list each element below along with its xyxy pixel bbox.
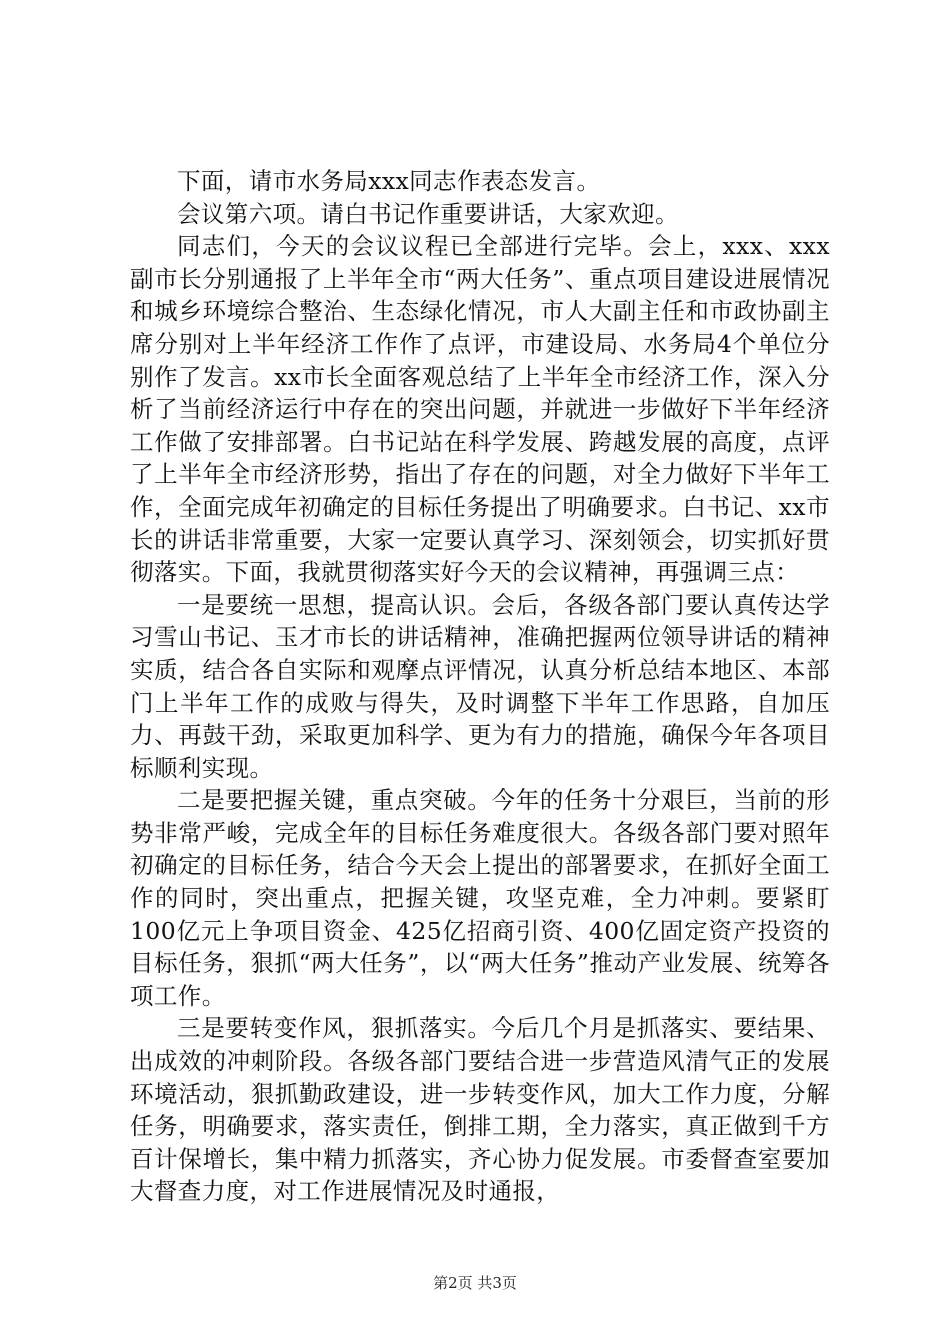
paragraph-4: 一是要统一思想，提高认识。会后，各级各部门要认真传达学习雪山书记、玉才市长的讲话精神，准确把握两位领导讲话的精神实质，结合各自实际和观摩点评情况，认真分析总结本地区、本部门上半年工作的成败与得失，及时调整下半年工作思路，自加压力、再鼓干劲，采取更加科学、更为有力的措施，确保今年各项目标顺利实现。 (130, 590, 830, 782)
document-body (130, 165, 830, 1208)
paragraph-1: 下面，请市水务局xxx同志作表态发言。 (177, 167, 601, 195)
paragraph-2: 会议第六项。请白书记作重要讲话，大家欢迎。 (177, 199, 679, 228)
paragraph-6: 三是要转变作风，狠抓落实。今后几个月是抓落实、要结果、出成效的冲刺阶段。各级各部门要结合进一步营造风清气正的发展环境活动，狠抓勤政建设，进一步转变作风，加大工作力度，分解任务，明确要求，落实责任，倒排工期，全力落实，真正做到千方百计保增长，集中精力抓落实，齐心协力促发展。市委督查室要加大督查力度，对工作进展情况及时通报， (130, 1014, 830, 1206)
paragraph-5: 二是要把握关键，重点突破。今年的任务十分艰巨，当前的形势非常严峻，完成全年的目标任务难度很大。各级各部门要对照年初确定的目标任务，结合今天会上提出的部署要求，在抓好全面工作的同时，突出重点，把握关键，攻坚克难，全力冲刺。要紧盯100亿元上争项目资金、425亿招商引资、400亿固定资产投资的目标任务，狠抓“两大任务”，以“两大任务”推动产业发展、统筹各项工作。 (130, 786, 830, 1010)
paragraph-3: 同志们，今天的会议议程已全部进行完毕。会上，xxx、xxx副市长分别通报了上半年全市“两大任务”、重点项目建设进展情况和城乡环境综合整治、生态绿化情况，市人大副主任和市政协副主席分别对上半年经济工作作了点评，市建设局、水务局4个单位分别作了发言。xx市长全面客观总结了上半年全市经济工作，深入分析了当前经济运行中存在的突出问题，并就进一步做好下半年经济工作做了安排部署。白书记站在科学发展、跨越发展的高度，点评了上半年全市经济形势，指出了存在的问题，对全力做好下半年工作，全面完成年初确定的目标任务提出了明确要求。白书记、xx市长的讲话非常重要，大家一定要认真学习、深刻领会，切实抓好贯彻落实。下面，我就贯彻落实好今天的会议精神，再强调三点： (130, 232, 830, 587)
page-footer: 第2页 共3页 (433, 1274, 517, 1292)
